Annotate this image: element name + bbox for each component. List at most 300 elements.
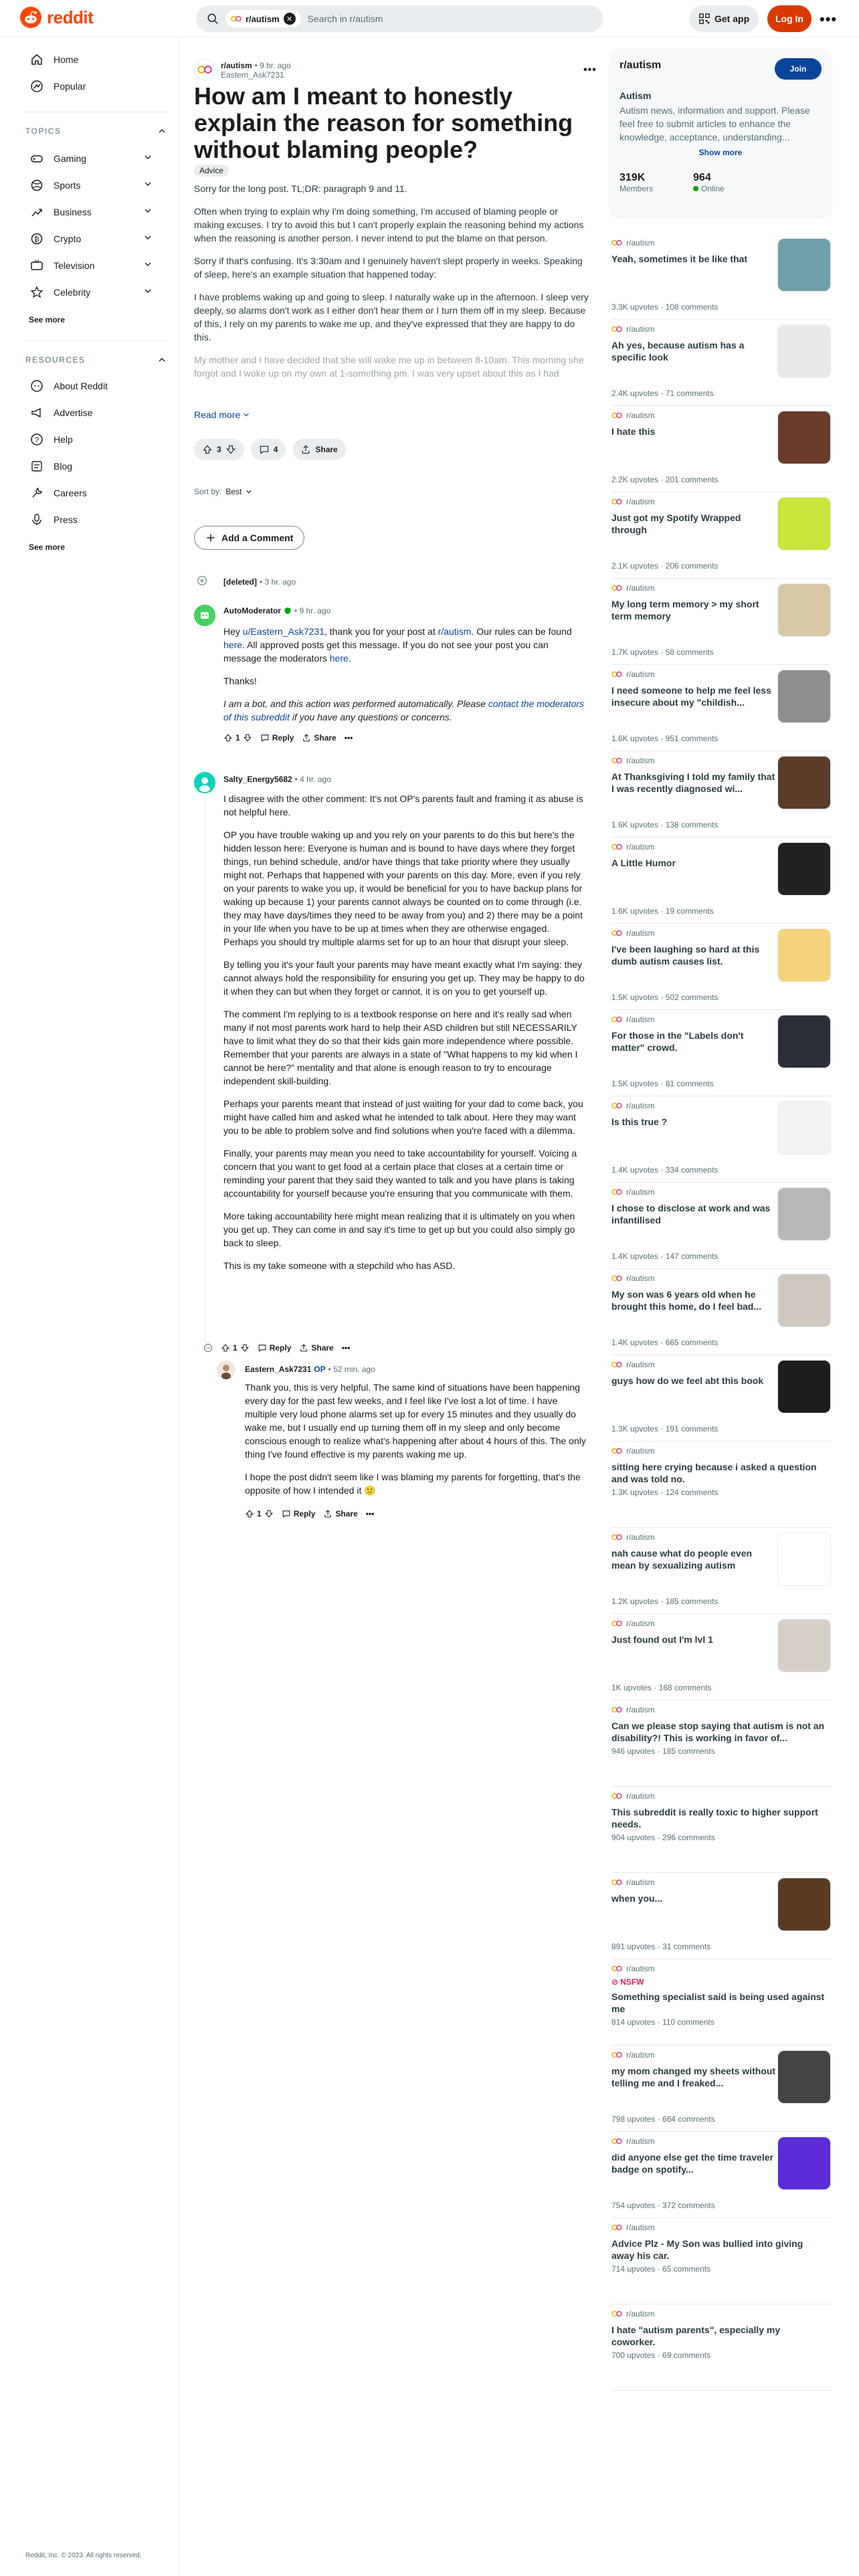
feed-item-stats: 904 upvotes · 296 comments	[611, 1833, 715, 1842]
more-options-icon[interactable]: •••	[820, 11, 838, 27]
sidebar-item-label: Crypto	[54, 233, 82, 244]
subreddit-icon	[611, 2310, 622, 2317]
search-icon	[207, 13, 219, 25]
subreddit-icon	[611, 1016, 622, 1023]
subreddit-icon	[611, 1275, 622, 1282]
comment-paragraph: Finally, your parents may mean you need to take accountability for yourself. Voicing a concern that you want to get food at a certain place that closes at a certain time or reminding your parent that they said they wanted to talk and you have plans is taking accountability for yourself because you're ensuring that you communicate with them.	[223, 1148, 577, 1199]
chevron-down-icon	[140, 153, 155, 161]
online-label-row	[693, 184, 725, 193]
feed-item-thumbnail	[777, 2050, 831, 2104]
upvote-icon[interactable]	[223, 733, 233, 742]
post-flair[interactable]: Advice	[194, 165, 229, 177]
post-actions	[194, 439, 346, 460]
login-button[interactable]: Log In	[767, 5, 812, 32]
sidebar-item-label: Television	[54, 260, 95, 271]
feed-item-stats: 891 upvotes · 31 comments	[611, 1942, 711, 1951]
nsfw-badge	[611, 1977, 644, 1987]
sidebar-item-label: Advertise	[54, 407, 93, 418]
resources-header-label: RESOURCES	[25, 355, 86, 365]
online-label: Online	[701, 184, 725, 193]
feed-item-subreddit-label: r/autism	[626, 1274, 655, 1283]
share-button[interactable]	[302, 733, 336, 742]
feed-item-thumbnail	[777, 238, 831, 292]
contact-mods-link[interactable]: contact the moderators of this subreddit	[223, 698, 585, 722]
sidebar-item-label: Business	[54, 207, 92, 217]
divider	[611, 1872, 832, 1873]
downvote-icon[interactable]	[225, 444, 236, 455]
feed-item-title: Yeah, sometimes it be like that	[611, 254, 748, 264]
subreddit-icon	[611, 930, 622, 936]
search-bar[interactable]	[196, 5, 603, 32]
resources-header[interactable]	[25, 355, 166, 365]
chevron-down-icon	[140, 207, 155, 215]
feed-item-stats: 1.4K upvotes · 665 comments	[611, 1338, 719, 1347]
get-app-button[interactable]	[689, 5, 759, 32]
feed-item[interactable]	[611, 1964, 832, 2050]
feed-item-stats: 2.2K upvotes · 201 comments	[611, 475, 719, 484]
upvote-icon[interactable]	[202, 444, 213, 455]
feed-item-subreddit[interactable]	[611, 1964, 832, 1973]
feed-item-title: For those in the "Labels don't matter" crowd.	[611, 1030, 744, 1053]
subreddit-icon	[611, 757, 622, 764]
subreddit-icon	[611, 585, 622, 591]
feed-item-title: At Thanksgiving I told my family that I was recently diagnosed wi...	[611, 771, 775, 794]
comment-time: • 9 hr. ago	[294, 606, 331, 615]
feed-item-subreddit-label: r/autism	[626, 2137, 655, 2146]
get-app-label: Get app	[714, 13, 750, 24]
comment-paragraph: I disagree with the other comment: It's not OP's parents fault and framing it as abuse is not helpful here.	[223, 793, 583, 817]
subreddit-icon	[231, 15, 242, 23]
comment-actions	[223, 733, 353, 742]
subreddit-icon	[611, 2224, 622, 2231]
feed-item-stats: 814 upvotes · 110 comments	[611, 2017, 714, 2027]
chevron-down-icon	[246, 488, 252, 495]
sidebar-item-sports[interactable]	[11, 172, 169, 199]
feed-item-subreddit[interactable]	[611, 1446, 832, 1456]
feed-item-subreddit-label: r/autism	[626, 238, 655, 247]
close-icon[interactable]: ✕	[284, 13, 296, 25]
sidebar-item-careers[interactable]	[11, 480, 169, 506]
join-button[interactable]: Join	[775, 58, 822, 80]
post-paragraph: Often when trying to explain why I'm doing something, I'm accused of blaming people or making excuses. I try to avoid this but I can't properly explain the reasoning behind my actions when the reasoning is another person. I never intend to put the blame on that person.	[194, 206, 584, 243]
feed-item[interactable]	[611, 928, 832, 1015]
sports-icon	[29, 179, 44, 192]
subreddit-icon	[611, 1706, 622, 1713]
comments-button[interactable]	[251, 439, 286, 460]
rules-link[interactable]: here	[223, 639, 243, 650]
feed-item-thumbnail	[777, 324, 831, 378]
share-icon	[323, 1509, 332, 1518]
feed-item-subreddit[interactable]	[611, 2223, 832, 2232]
vote-control	[194, 439, 244, 460]
feed-item[interactable]	[611, 1187, 832, 1274]
feed-item-title: I've been laughing so hard at this dumb autism causes list.	[611, 944, 760, 967]
feed-item-title: I hate this	[611, 426, 656, 437]
divider	[611, 1182, 832, 1183]
reply-button[interactable]	[258, 1343, 292, 1353]
feed-item-subreddit-label: r/autism	[626, 1705, 655, 1714]
feed-item-title: sitting here crying because i asked a question and was told no.	[611, 1462, 817, 1484]
sidebar-item-help[interactable]	[11, 426, 169, 453]
feed-item-thumbnail	[777, 842, 831, 896]
online-dot-icon	[693, 186, 698, 191]
reply-button[interactable]	[260, 733, 294, 742]
reply-button[interactable]	[282, 1509, 316, 1518]
feed-item-title: guys how do we feel abt this book	[611, 1375, 764, 1386]
subreddit-icon	[611, 1189, 622, 1195]
comment-count: 4	[273, 445, 278, 454]
comment-paragraph: This is my take someone with a stepchild who has ASD.	[223, 1260, 456, 1271]
sidebar-item-business[interactable]	[11, 199, 169, 225]
comment-paragraph: Thank you, this is very helpful. The same kind of situations have been happening every day for the past few weeks, and I feel like I've lost a lot of time. I have multiple very loud phone alarms set up for every 15 minutes and they usually do wake me, but I usually end up turning them off in my sleep and only become conscious enough to realize what's happening after about 4 hours of this. The only thing I've found effective is my parents waking me up.	[245, 1382, 586, 1460]
comment-icon	[259, 444, 270, 455]
see-more-topics-button[interactable]: See more	[29, 315, 66, 324]
feed-item-stats: 1.2K upvotes · 185 comments	[611, 1597, 719, 1606]
feed-item-thumbnail	[777, 1274, 831, 1327]
upvote-icon[interactable]	[221, 1343, 230, 1353]
comment-paragraph: More taking accountability here might mean realizing that it is ultimately on you when you get up. They can come in and say it's time to get up but you could also simply go back to sleep.	[223, 1211, 575, 1248]
comment-paragraph: Hey u/Eastern_Ask7231, thank you for your post at r/autism. Our rules can be found here. All approved posts get this message. If you do not see your post you can message the moderators here.	[223, 626, 572, 664]
feed-item-stats: 1.5K upvotes · 81 comments	[611, 1079, 714, 1088]
comment-author[interactable]: AutoModerator	[223, 606, 281, 615]
comment-time: • 4 hr. ago	[294, 775, 331, 784]
moderator-shield-icon	[284, 607, 292, 615]
help-icon	[29, 433, 44, 446]
feed-item-thumbnail	[777, 583, 831, 637]
share-label: Share	[315, 445, 338, 454]
feed-item-stats: 3.3K upvotes · 108 comments	[611, 302, 719, 312]
vote-control	[223, 733, 252, 742]
feed-item-stats: 1.3K upvotes · 191 comments	[611, 1424, 719, 1433]
share-icon	[300, 444, 311, 455]
feed-item-thumbnail	[777, 1015, 831, 1068]
feed-item-title: Is this true ?	[611, 1116, 668, 1127]
feed-item[interactable]	[611, 1274, 832, 1360]
feed-item-subreddit-label: r/autism	[626, 842, 655, 852]
comment-icon	[260, 733, 270, 742]
divider	[24, 340, 169, 341]
feed-item-subreddit[interactable]	[611, 1791, 832, 1801]
chevron-down-icon	[140, 260, 155, 268]
post-paragraph: I have problems waking up and going to sleep. I naturally wake up in the afternoon. I sleep very deeply, so alarms don't work as I either don't hear them or I turn them off in my sleep. Because of this, I rely on my parents to wake me up, and they've expressed that they are happy to do this.	[194, 292, 589, 342]
share-icon	[302, 733, 311, 742]
subreddit-icon	[611, 2138, 622, 2145]
feed-item-title: Just got my Spotify Wrapped through	[611, 512, 741, 535]
vote-count: 3	[217, 445, 221, 454]
subreddit-icon	[611, 844, 622, 850]
feed-item[interactable]	[611, 1532, 832, 1619]
online-count: 964	[693, 172, 711, 183]
sidebar-item-crypto[interactable]	[11, 225, 169, 252]
feed-item[interactable]	[611, 1705, 832, 1791]
feed-item-stats: 1.6K upvotes · 951 comments	[611, 734, 719, 743]
subreddit-icon	[611, 1102, 622, 1109]
feed-item-subreddit-label: r/autism	[626, 1964, 655, 1973]
feed-item-subreddit-label: r/autism	[626, 411, 655, 420]
op-badge: OP	[314, 1365, 326, 1374]
post-author-link[interactable]: Eastern_Ask7231	[221, 70, 284, 80]
feed-item[interactable]	[611, 2309, 832, 2395]
megaphone-icon	[29, 406, 44, 419]
feed-item-stats: 2.1K upvotes · 206 comments	[611, 561, 719, 571]
feed-item-subreddit-label: r/autism	[626, 1101, 655, 1110]
wrench-icon	[29, 486, 44, 500]
search-subreddit-chip[interactable]	[225, 10, 301, 27]
more-options-icon[interactable]: •••	[365, 1509, 375, 1518]
post-header	[194, 59, 291, 80]
feed-item-stats: 1.4K upvotes · 334 comments	[611, 1165, 719, 1175]
avatar[interactable]	[194, 772, 215, 793]
post-more-icon[interactable]: •••	[583, 64, 597, 76]
feed-item-thumbnail	[777, 1187, 831, 1241]
feed-item[interactable]	[611, 1791, 832, 1878]
search-input[interactable]: Search in r/autism	[307, 13, 383, 24]
sort-control[interactable]	[194, 487, 252, 496]
vote-control	[221, 1343, 250, 1353]
vote-count: 1	[257, 1509, 262, 1518]
reddit-icon	[29, 379, 44, 393]
feed-item-subreddit-label: r/autism	[626, 1878, 655, 1887]
comment-paragraph: The comment I'm replying to is a textbook response on here and it's really sad when many if not most parents work hard to help their ASD children but still NECESSARILY have to limit what they do so that their kids gain more independence where possible. Remember that your parents are always in a state of "What happens to my kid when I cannot be here?" mentality and that alone is enough reason to try to encourage independent skill-building.	[223, 1009, 578, 1086]
feed-item-thumbnail	[777, 1532, 831, 1586]
feed-item[interactable]	[611, 324, 832, 411]
share-button[interactable]	[292, 439, 345, 460]
subreddit-link[interactable]: r/autism	[438, 626, 472, 637]
feed-item-subreddit-label: r/autism	[626, 2050, 655, 2060]
chevron-down-icon	[140, 180, 155, 188]
feed-item-subreddit-label: r/autism	[626, 1187, 655, 1197]
subreddit-icon	[611, 1534, 622, 1541]
show-more-button[interactable]: Show more	[698, 148, 743, 157]
feed-item-thumbnail	[777, 1878, 831, 1931]
avatar[interactable]	[194, 605, 215, 626]
topics-header[interactable]	[25, 126, 166, 136]
feed-item-thumbnail	[777, 928, 831, 982]
sidebar-item-popular[interactable]	[11, 73, 169, 100]
about-stats	[619, 172, 822, 193]
nsfw-label: NSFW	[620, 1977, 644, 1987]
expand-thread-icon[interactable]	[197, 575, 207, 586]
sidebar-item-blog[interactable]	[11, 453, 169, 480]
television-icon	[29, 259, 44, 272]
chevron-down-icon	[140, 233, 155, 241]
feed-item-title: Can we please stop saying that autism is not an disability?! This is working in favor of...	[611, 1720, 825, 1743]
chevron-down-icon	[243, 411, 250, 418]
feed-item-stats: 1.7K upvotes · 58 comments	[611, 648, 714, 657]
sidebar-item-label: Careers	[54, 488, 87, 498]
downvote-icon[interactable]	[264, 1509, 274, 1518]
top-header	[0, 0, 859, 37]
comment-author[interactable]: Salty_Energy5682	[223, 775, 292, 784]
feed-item-stats: 714 upvotes · 65 comments	[611, 2264, 711, 2274]
feed-item-subreddit-label: r/autism	[626, 928, 655, 938]
star-icon	[29, 286, 44, 299]
feed-item[interactable]	[611, 411, 832, 497]
feed-item-subreddit-label: r/autism	[626, 2223, 655, 2232]
feed-item[interactable]	[611, 583, 832, 670]
share-label: Share	[311, 1343, 334, 1353]
message-mods-link[interactable]: here	[329, 653, 349, 664]
feed-item[interactable]	[611, 497, 832, 583]
subreddit-icon	[611, 1879, 622, 1886]
add-comment-label: Add a Comment	[221, 532, 294, 543]
sidebar-item-advertise[interactable]	[11, 399, 169, 426]
feed-item-title: Ah yes, because autism has a specific look	[611, 340, 745, 363]
feed-item[interactable]	[611, 238, 832, 324]
feed-item-title: did anyone else get the time traveler badge on spotify...	[611, 2152, 773, 2175]
read-more-label: Read more	[194, 409, 241, 420]
sidebar-item-about-reddit[interactable]	[11, 373, 169, 399]
feed-item-thumbnail	[777, 1101, 831, 1155]
reddit-logo[interactable]	[20, 7, 93, 28]
subreddit-icon	[611, 1361, 622, 1368]
feed-item-subreddit-label: r/autism	[626, 1791, 655, 1801]
feed-item-thumbnail	[777, 2137, 831, 2190]
reply-label: Reply	[272, 733, 294, 742]
feed-item[interactable]	[611, 1619, 832, 1705]
subreddit-icon	[611, 498, 622, 505]
feed-item-subreddit-label: r/autism	[626, 1015, 655, 1024]
feed-item-subreddit[interactable]	[611, 2309, 832, 2318]
comment-body	[223, 625, 585, 733]
feed-item-title: I chose to disclose at work and was infantilised	[611, 1203, 771, 1225]
divider	[611, 1786, 832, 1787]
downvote-icon[interactable]	[240, 1343, 250, 1353]
feed-item-subreddit[interactable]	[611, 1705, 832, 1714]
comment-author[interactable]: Eastern_Ask7231	[245, 1365, 312, 1374]
svg-text:?: ?	[34, 436, 39, 444]
svg-text:₿: ₿	[34, 236, 39, 243]
more-options-icon[interactable]: •••	[344, 733, 353, 742]
subreddit-icon	[611, 239, 622, 246]
add-comment-button[interactable]	[194, 526, 304, 550]
feed-item-subreddit-label: r/autism	[626, 1360, 655, 1369]
feed-item-thumbnail	[777, 1360, 831, 1413]
feed-item-title: my mom changed my sheets without telling me and I freaked...	[611, 2066, 776, 2088]
feed-item-title: nah cause what do people even mean by sexualizing autism	[611, 1548, 753, 1571]
sidebar-item-celebrity[interactable]	[11, 279, 169, 306]
user-link[interactable]: u/Eastern_Ask7231	[242, 626, 324, 637]
feed-item[interactable]	[611, 1015, 832, 1101]
feed-item-thumbnail	[777, 411, 831, 464]
feed-item-stats: 1.5K upvotes · 502 comments	[611, 993, 719, 1002]
about-name: Autism	[619, 90, 652, 101]
comment-time: • 3 hr. ago	[259, 577, 296, 587]
feed-item-stats: 754 upvotes · 372 comments	[611, 2201, 715, 2210]
feed-item[interactable]	[611, 2137, 832, 2223]
blog-icon	[29, 460, 44, 473]
search-chip-label: r/autism	[246, 13, 280, 24]
post-paragraph: Sorry if that's confusing. It's 3:30am and I genuinely haven't slept properly in weeks. Speaking of sleep, here's an example situation that happened today:	[194, 256, 583, 280]
divider	[611, 2045, 832, 2046]
feed-item-title: My long term memory > my short term memory	[611, 599, 759, 621]
comment-actions	[245, 1509, 374, 1518]
post-subreddit-link[interactable]: r/autism	[221, 61, 252, 70]
feed-item[interactable]	[611, 670, 832, 756]
feed-item-subreddit-label: r/autism	[626, 670, 655, 679]
feed-item-title: Just found out I'm lvl 1	[611, 1634, 713, 1645]
divider	[611, 923, 832, 924]
members-count: 319K	[619, 172, 646, 183]
share-button[interactable]	[299, 1343, 333, 1353]
read-more-button[interactable]	[194, 409, 250, 420]
sidebar-item-label: Celebrity	[54, 287, 91, 298]
gaming-icon	[29, 152, 44, 165]
plus-icon	[205, 532, 216, 543]
post-body	[194, 182, 589, 389]
feed-item-thumbnail	[777, 756, 831, 809]
feed-item-subreddit-label: r/autism	[626, 497, 655, 506]
feed-item-title: This subreddit is really toxic to higher support needs.	[611, 1807, 818, 1829]
divider	[611, 405, 832, 406]
sort-label: Sort by:	[194, 487, 222, 496]
vote-count: 1	[233, 1343, 237, 1353]
comment-paragraph: Thanks!	[223, 676, 257, 686]
more-options-icon[interactable]: •••	[341, 1343, 351, 1353]
avatar[interactable]	[217, 1361, 235, 1379]
sidebar-item-television[interactable]	[11, 252, 169, 279]
feed-item[interactable]	[611, 2050, 832, 2137]
feed-item[interactable]	[611, 2223, 832, 2309]
topics-header-label: TOPICS	[25, 126, 62, 136]
chevron-up-icon	[158, 126, 166, 136]
chevron-up-icon	[158, 355, 166, 365]
collapse-thread-icon[interactable]	[203, 1343, 213, 1353]
comment-paragraph: OP you have trouble waking up and you rely on your parents to do this but here's the hidden lesson here: Everyone is human and is bound to have days where they forget things, run behind schedule, and/or have things that take priority where they usually might not. Perhaps that happened with your parents on this day. More, even if you rely on your parents to wake you up, it would be beneficial for you to have backup plans for waking up because 1) your parents cannot always be counted on to come through (i.e. they may have days/times they need to be away from you) and 2) there may be a point in your life when you have to be up at times when they are otherwise engaged. Perhaps you should try multiple alarms set for up to an hour that disrupt your sleep.	[223, 829, 583, 947]
subreddit-icon	[611, 326, 622, 332]
subreddit-icon	[611, 1965, 622, 1972]
feed-item[interactable]	[611, 756, 832, 842]
share-button[interactable]	[323, 1509, 357, 1518]
feed-item-subreddit-label: r/autism	[626, 1532, 655, 1542]
divider	[611, 1268, 832, 1269]
feed-item[interactable]	[611, 842, 832, 928]
about-title: r/autism	[619, 60, 662, 71]
feed-item[interactable]	[611, 1101, 832, 1187]
upvote-icon[interactable]	[245, 1509, 254, 1518]
divider	[611, 2217, 832, 2218]
feed-item-title: when you...	[611, 1893, 663, 1904]
feed-item-title: Something specialist said is being used against me	[611, 1991, 825, 2014]
subreddit-icon	[611, 1620, 622, 1627]
sidebar-item-press[interactable]	[11, 506, 169, 533]
crypto-icon	[29, 232, 44, 245]
subreddit-avatar[interactable]	[194, 59, 215, 80]
downvote-icon[interactable]	[243, 733, 252, 742]
subreddit-icon	[611, 2052, 622, 2058]
see-more-resources-button[interactable]: See more	[29, 542, 66, 552]
sidebar-item-home[interactable]	[11, 46, 169, 73]
comment-author: [deleted]	[223, 577, 258, 587]
feed-item[interactable]	[611, 1446, 832, 1532]
feed-item-stats: 946 upvotes · 185 comments	[611, 1747, 715, 1756]
left-sidebar	[0, 38, 179, 2576]
divider	[611, 1613, 832, 1614]
divider	[611, 664, 832, 665]
feed-item[interactable]	[611, 1878, 832, 1964]
sidebar-item-gaming[interactable]	[11, 145, 169, 172]
feed-item[interactable]	[611, 1360, 832, 1446]
share-label: Share	[314, 733, 337, 742]
subreddit-icon	[611, 671, 622, 678]
feed-item-subreddit-label: r/autism	[626, 2309, 655, 2318]
comment-paragraph: By telling you it's your fault your parents may have meant exactly what I'm saying: they cannot always hold the responsibility for ensuring you get up. They may be happy to do it when they can but when they forget or cannot, it is on you to get yourself up.	[223, 959, 585, 997]
subreddit-icon	[611, 1793, 622, 1799]
comment-icon	[282, 1509, 291, 1518]
post-paragraph: Sorry for the long post. TL;DR: paragraph 9 and 11.	[194, 183, 407, 194]
divider	[611, 1527, 832, 1528]
feed-item-thumbnail	[777, 1619, 831, 1672]
